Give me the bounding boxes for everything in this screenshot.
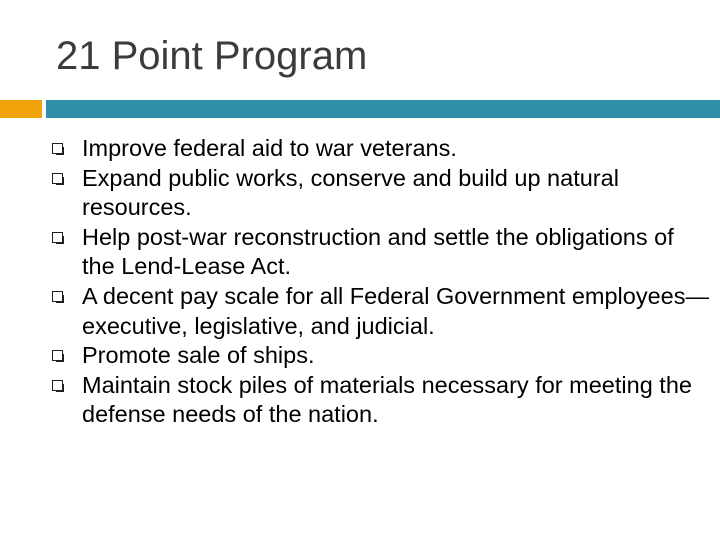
hollow-square-bullet-icon — [52, 380, 63, 391]
hollow-square-bullet-icon — [52, 143, 63, 154]
bullet-item — [50, 282, 710, 341]
bullet-text: Promote sale of ships. — [82, 342, 315, 369]
hollow-square-bullet-icon — [52, 173, 63, 184]
bullet-text: Expand public works, conserve and build up natural resources. — [82, 164, 619, 221]
bullet-item — [50, 371, 710, 430]
bullet-text: Improve federal aid to war veterans. — [82, 135, 457, 161]
hollow-square-bullet-icon — [52, 232, 63, 243]
bullet-text: Help post-war reconstruction and settle the obligations of the Lend-Lease Act. — [82, 223, 674, 280]
bullet-text: A decent pay scale for all Federal Government employees—executive, legislative, and judicial. — [82, 282, 709, 339]
title-rule-accent — [0, 100, 42, 118]
title-rule-bar — [46, 100, 720, 118]
bullet-item — [50, 134, 710, 164]
bullet-text: Maintain stock piles of materials necessary for meeting the defense needs of the nation. — [82, 371, 692, 428]
slide-title: 21 Point Program — [56, 34, 368, 78]
bullet-list — [50, 134, 710, 430]
bullet-item — [50, 223, 710, 282]
hollow-square-bullet-icon — [52, 291, 63, 302]
hollow-square-bullet-icon — [52, 350, 63, 361]
bullet-item — [50, 341, 710, 371]
bullet-item — [50, 164, 710, 223]
